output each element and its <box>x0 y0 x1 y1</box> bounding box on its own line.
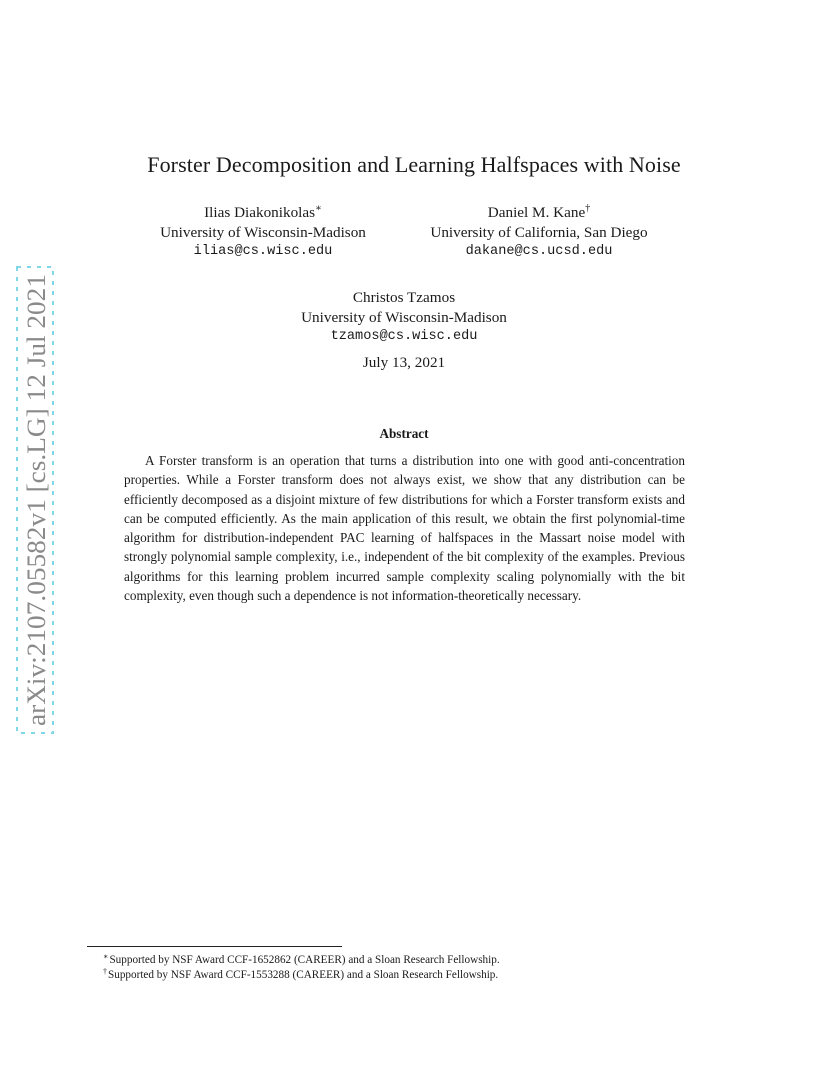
arxiv-stamp <box>16 266 54 734</box>
footnote-mark: † <box>103 967 107 976</box>
paper-title: Forster Decomposition and Learning Halfspaces with Noise <box>147 152 681 177</box>
abstract-heading: Abstract <box>379 426 429 441</box>
author-block <box>128 199 398 262</box>
author-affiliation: University of Wisconsin-Madison <box>301 308 507 326</box>
author-email: tzamos@cs.wisc.edu <box>330 329 478 344</box>
footnote-text: Supported by NSF Award CCF-1553288 (CAREER) and a Sloan Research Fellowship. <box>108 969 499 981</box>
author-footnote-mark: ∗ <box>315 203 322 214</box>
author-name: Ilias Diakonikolas <box>204 204 316 221</box>
author-email: dakane@cs.ucsd.edu <box>465 244 613 259</box>
paper-date: July 13, 2021 <box>362 354 446 371</box>
footnote-mark: ∗ <box>103 952 109 961</box>
author-email: ilias@cs.wisc.edu <box>193 244 333 259</box>
author-name-line <box>269 284 539 308</box>
author-block <box>269 284 539 347</box>
author-name: Daniel M. Kane <box>487 204 586 221</box>
author-affiliation: University of Wisconsin-Madison <box>160 223 366 241</box>
author-footnote-mark: † <box>585 203 591 214</box>
author-name-line <box>404 199 674 223</box>
footnote-divider <box>87 946 342 947</box>
author-affiliation: University of California, San Diego <box>430 223 648 241</box>
author-name: Christos Tzamos <box>352 289 456 306</box>
author-name-line <box>128 199 398 223</box>
footnote <box>103 965 498 982</box>
abstract-text: A Forster transform is an operation that turns a distribution into one with good anti-concentration properties. While a Forster transform does not always exist, we show that any distribution can be efficiently decomposed as a disjoint mixture of few distributions for which a Forster transform exists and can be computed efficiently. As the main application of this result, we obtain the first polynomial-time algorithm for distribution-independent PAC learning of halfspaces in the Massart noise model with strongly polynomial sample complexity, i.e., independent of the bit complexity of the examples. Previous algorithms for this learning problem incurred sample complexity scaling polynomially with the bit complexity, even though such a dependence is not information-theoretically necessary. <box>124 453 685 604</box>
arxiv-stamp-graphic <box>16 266 54 734</box>
footnote-text: Supported by NSF Award CCF-1652862 (CAREER) and a Sloan Research Fellowship. <box>109 954 500 966</box>
arxiv-identifier: arXiv:2107.05582v1 [cs.LG] 12 Jul 2021 <box>22 295 51 726</box>
author-block <box>404 199 674 262</box>
